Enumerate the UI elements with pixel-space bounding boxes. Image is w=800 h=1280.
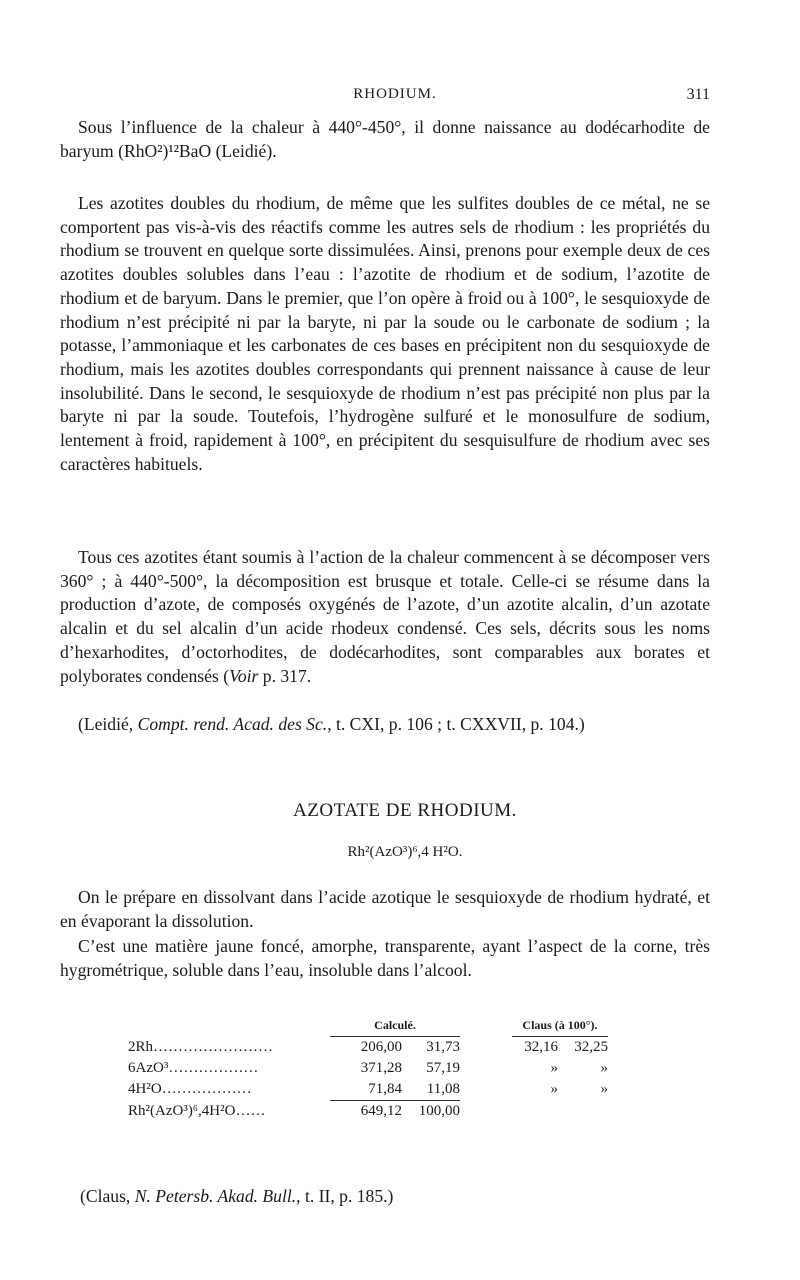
running-title: RHODIUM. [353,86,437,102]
header-claus: Claus (à 100°). [512,1014,608,1037]
table-row [128,1079,608,1101]
row-label: 6AzO³……………… [128,1060,259,1076]
chemical-formula: Rh²(AzO³)⁶,4 H²O. [347,844,463,860]
calc-percent: 57,19 [426,1060,460,1076]
total-label: Rh²(AzO³)⁶,4H²O…… [128,1102,266,1119]
calc-percent: 31,73 [426,1039,460,1055]
reference-claus [80,1186,393,1207]
calc-mass: 71,84 [368,1081,402,1097]
table-row [128,1037,608,1059]
row-label: 2Rh…………………… [128,1038,274,1055]
reference-leidie-journal: Compt. rend. Acad. des Sc. [137,714,328,734]
page-number: 311 [686,86,710,103]
paragraph-preparation: On le prépare en dissolvant dans l’acide azotique le sesquioxyde de rhodium hydraté, et en évaporant la dissolution. [60,887,710,931]
table-total-row [128,1101,608,1123]
reference-claus-volume: , t. II, p. 185.) [296,1186,394,1206]
reference-claus-author: (Claus, [80,1186,135,1206]
header-calcule: Calculé. [330,1014,460,1037]
claus-value-2: 32,25 [574,1039,608,1055]
reference-leidie-author: (Leidié, [78,714,138,734]
calc-mass: 206,00 [360,1039,402,1055]
claus-value-2: » [600,1060,608,1076]
claus-value-2: » [600,1081,608,1098]
claus-value-1: » [550,1081,558,1098]
total-mass: 649,12 [330,1101,402,1123]
table-row [128,1058,608,1079]
section-title: AZOTATE DE RHODIUM. [293,800,517,821]
calc-percent: 11,08 [426,1081,460,1097]
running-header [80,86,710,108]
paragraph-decomposition [60,546,710,688]
reference-claus-journal: N. Petersb. Akad. Bull. [134,1186,297,1206]
total-percent: 100,00 [402,1101,460,1123]
paragraph-properties: C’est une matière jaune foncé, amorphe, transparente, ayant l’aspect de la corne, très hygrométrique, soluble dans l’eau, insoluble dans l’alcool. [60,936,710,980]
paragraph-dodecarhodite: Sous l’influence de la chaleur à 440°-450°, il donne naissance au dodécarhodite de baryum (RhO²)¹²BaO (Leidié). [60,117,710,161]
composition-table [128,1014,608,1122]
paragraph-azotites-doubles: Les azotites doubles du rhodium, de même que les sulfites doubles de ce métal, ne se comportent pas vis-à-vis des réactifs comme les autres sels de rhodium : les propriétés du rhodium se trouvent en quelque sorte dissimulées. Ainsi, prenons pour exemple deux de ces azotites doubles solubles dans l’eau : l’azotite de rhodium et de sodium, l’azotite de rhodium et de baryum. Dans le premier, que l’on opère à froid ou à 100°, le sesquioxyde de rhodium n’est précipité ni par la baryte, ni par la soude ou le carbonate de sodium ; la potasse, l’ammoniaque et les carbonates de ces bases en précipitent non du sesquioxyde de rhodium, mais les azotites doubles correspondants qui prennent naissance à cause de leur insolubilité. Dans le second, le sesquioxyde de rhodium n’est pas précipité non plus par la baryte ni par la soude. Toutefois, l’hydrogène sulfuré et le monosulfure de sodium, lentement à froid, rapidement à 100°, en précipitent du sesquisulfure de rhodium avec ses caractères habituels. [60,193,710,474]
reference-leidie [60,713,710,737]
voir-reference: Voir [229,665,259,686]
claus-value-1: 32,16 [524,1039,558,1055]
row-label: 4H²O……………… [128,1081,252,1098]
reference-leidie-volume: , t. CXI, p. 106 ; t. CXXVII, p. 104.) [327,714,585,734]
composition-header-row [128,1014,608,1037]
paragraph-decomposition-end: p. 317. [258,665,312,686]
calc-mass: 371,28 [360,1060,402,1076]
paragraph-decomposition-text: Tous ces azotites étant soumis à l’action de la chaleur commencent à se décomposer vers 360° ; à 440°-500°, la décomposition est brusque et totale. Celle-ci se résume dans la production d’azote, de composés oxygénés de l’azote, d’un azotite alcalin, d’un azotate alcalin et du sel alcalin d’un acide rhodeux condensé. Ces sels, décrits sous les noms d’hexarhodites, d’octorhodites, de dodécarhodites, sont comparables aux borates et polyborates condensés ( [60,547,710,686]
claus-value-1: » [550,1060,558,1076]
